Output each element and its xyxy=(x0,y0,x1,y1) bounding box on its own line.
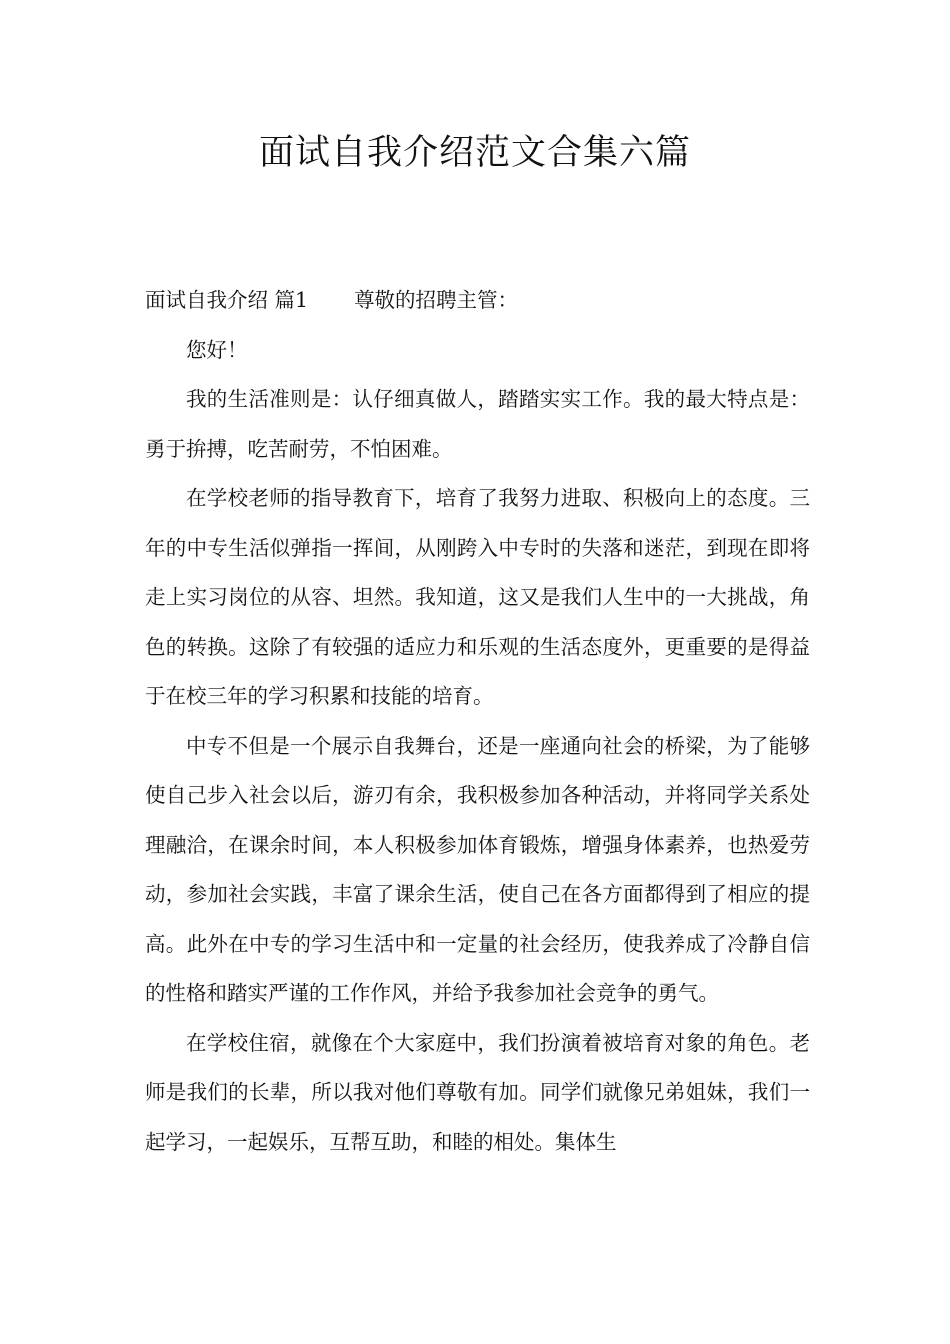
paragraph-motto: 我的生活准则是：认仔细真做人，踏踏实实工作。我的最大特点是：勇于拚搏，吃苦耐劳，不怕困难。 xyxy=(145,387,810,461)
paragraph-dormitory: 在学校住宿，就像在个大家庭中，我们扮演着被培育对象的角色。老师是我们的长辈，所以我对他们尊敬有加。同学们就像兄弟姐妹，我们一起学习，一起娱乐，互帮互助，和睦的相处。集体生 xyxy=(145,1030,810,1154)
paragraph-greeting: 您好！ xyxy=(186,337,248,362)
paragraph-school-guidance: 在学校老师的指导教育下，培育了我努力进取、积极向上的态度。三年的中专生活似弹指一挥间，从刚跨入中专时的失落和迷茫，到现在即将走上实习岗位的从容、坦然。我知道，这又是我们人生中的一大挑战，角色的转换。这除了有较强的适应力和乐观的生活态度外，更重要的是得益于在校三年的学习积累和技能的培育。 xyxy=(145,486,810,708)
salutation: 尊敬的招聘主管： xyxy=(354,288,519,312)
paragraph-school-stage: 中专不但是一个展示自我舞台，还是一座通向社会的桥梁，为了能够使自己步入社会以后，游刃有余，我积极参加各种活动，并将同学关系处理融洽，在课余时间，本人积极参加体育锻炼，增强身体素养，也热爱劳动，参加社会实践，丰富了课余生活，使自己在各方面都得到了相应的提高。此外在中专的学习生活中和一定量的社会经历，使我养成了冷静自信的性格和踏实严谨的工作作风，并给予我参加社会竞争的勇气。 xyxy=(145,733,810,1005)
document-body xyxy=(145,276,810,1167)
section-heading: 面试自我介绍 篇1 xyxy=(145,288,309,312)
document-title: 面试自我介绍范文合集六篇 xyxy=(258,133,691,173)
heading-line xyxy=(145,276,810,326)
